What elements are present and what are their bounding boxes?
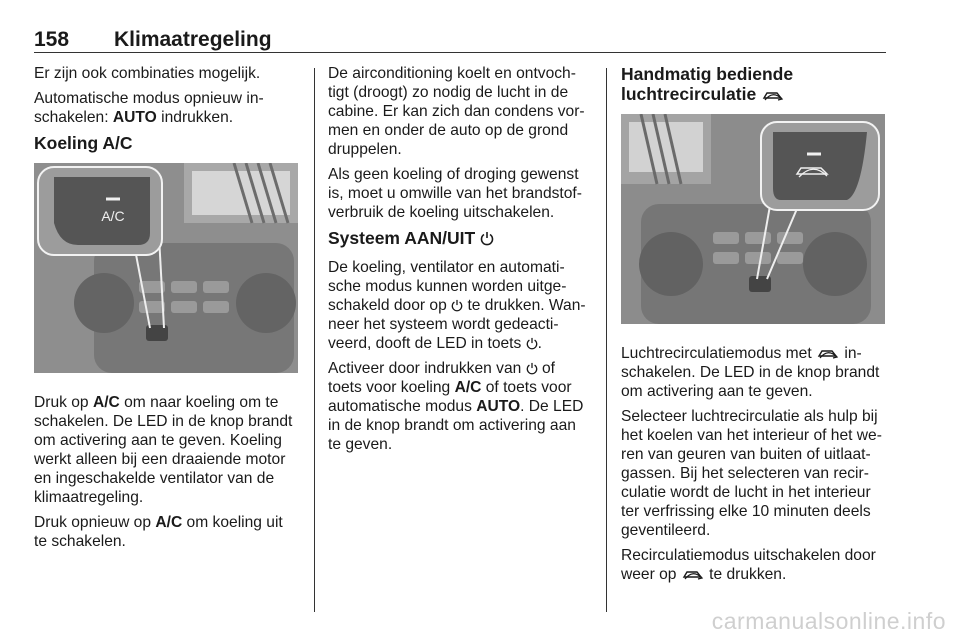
paragraph: Selecteer luchtrecirculatie als hulp bij het koelen van het interieur of het we- ren van geuren van buiten of uitlaat- gassen. Bij het selecteren van recir- culatie wordt de lucht in het interieur ter verfrissing elke 10 minuten deels geventileerd. <box>621 408 882 539</box>
paragraph: Activeer door indrukken van of toets voor koeling A/C of toets voor automatische modus AUTO. De LED in de knop brandt om activering aan te geven. <box>328 360 584 453</box>
watermark: carmanualsonline.info <box>711 608 946 634</box>
paragraph: Als geen koeling of droging gewenst is, moet u omwille van het brandstof- verbruik de koeling uitschakelen. <box>328 166 582 221</box>
header-rule <box>34 52 886 53</box>
column-1 <box>34 64 300 557</box>
ac-button-illustration <box>34 163 298 373</box>
page-number: 158 <box>34 28 70 51</box>
paragraph: De airconditioning koelt en ontvoch- tigt (droogt) zo nodig de lucht in de cabine. Er kan zich dan condens vor- men en onder de auto op de grond druppelen. <box>328 65 585 158</box>
dashboard-photo <box>34 163 298 373</box>
recirculation-button-illustration <box>621 114 885 324</box>
section-heading-cooling: Koeling A/C <box>34 133 133 153</box>
section-heading-recirculation: Handmatig bediende luchtrecirculatie <box>621 64 794 104</box>
paragraph: Recirculatiemodus uitschakelen door weer op te drukken. <box>621 547 876 583</box>
recirculation-icon <box>761 89 785 102</box>
paragraph: Er zijn ook combinaties mogelijk. <box>34 65 261 82</box>
page-header <box>34 28 886 54</box>
dashboard-photo <box>621 114 885 324</box>
ac-button-label: A/C <box>101 208 125 224</box>
paragraph: Druk opnieuw op A/C om koeling uit te schakelen. <box>34 514 283 550</box>
recirculation-icon <box>681 568 705 581</box>
power-icon <box>451 299 463 312</box>
column-divider-2 <box>606 68 607 612</box>
paragraph: Automatische modus opnieuw in- schakelen: AUTO indrukken. <box>34 90 264 126</box>
page-title: Klimaatregeling <box>114 28 272 51</box>
paragraph: De koeling, ventilator en automati- sche modus kunnen worden uitge- schakeld door op te drukken. Wan- neer het systeem wordt gedeacti- veerd, dooft de LED in toets . <box>328 259 586 352</box>
paragraph: Luchtrecirculatiemodus met in- schakelen. De LED in de knop brandt om activering aan te geven. <box>621 345 880 400</box>
power-icon <box>526 337 538 350</box>
column-2 <box>328 64 594 460</box>
column-3 <box>621 64 887 590</box>
recirculation-icon <box>816 347 840 360</box>
section-heading-system-on-off: Systeem AAN/UIT <box>328 228 594 248</box>
power-icon <box>526 362 538 375</box>
power-icon <box>480 231 494 246</box>
column-divider-1 <box>314 68 315 612</box>
paragraph: Druk op A/C om naar koeling om te schakelen. De LED in de knop brandt om activering aan te geven. Koeling werkt alleen bij een draaiende motor en ingeschakelde ventilator van de klimaatregeling. <box>34 394 293 506</box>
